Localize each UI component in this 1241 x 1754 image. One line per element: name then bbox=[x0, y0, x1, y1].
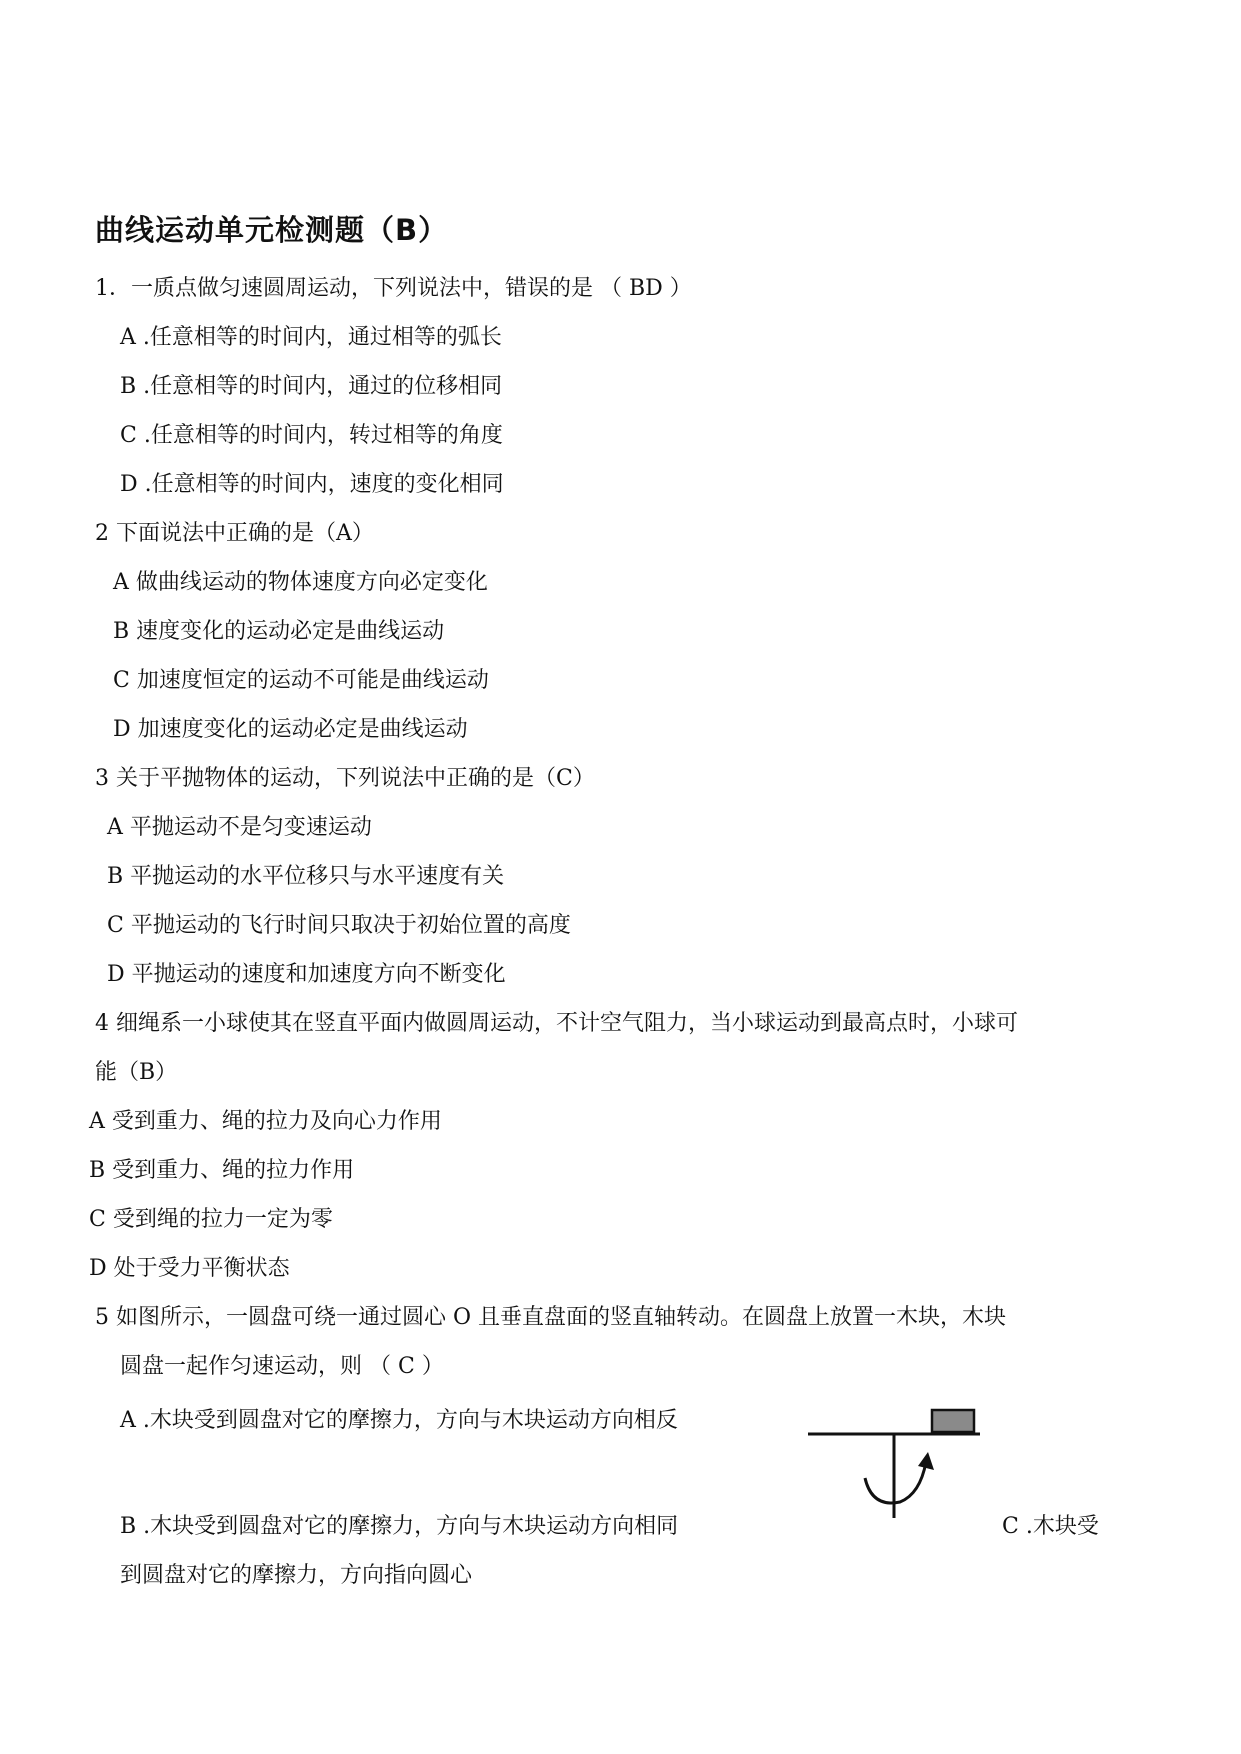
question-2-stem: 2 下面说法中正确的是（A） bbox=[95, 521, 374, 546]
question-5-option-c-part1: C .木块受 bbox=[1002, 1514, 1099, 1539]
question-3-option-d: D 平抛运动的速度和加速度方向不断变化 bbox=[107, 962, 506, 987]
question-5-option-a: A .木块受到圆盘对它的摩擦力，方向与木块运动方向相反 bbox=[120, 1408, 678, 1433]
question-5-option-b: B .木块受到圆盘对它的摩擦力，方向与木块运动方向相同 bbox=[120, 1514, 679, 1539]
question-4-option-b: B 受到重力、绳的拉力作用 bbox=[89, 1158, 355, 1183]
page-title: 曲线运动单元检测题（B） bbox=[95, 213, 449, 247]
question-2-option-d: D 加速度变化的运动必定是曲线运动 bbox=[113, 717, 468, 742]
question-4-stem-line1: 4 细绳系一小球使其在竖直平面内做圆周运动，不计空气阻力，当小球运动到最高点时，小球可 bbox=[95, 1011, 1018, 1036]
question-1-option-d: D .任意相等的时间内，速度的变化相同 bbox=[120, 472, 504, 497]
question-4-stem-line2: 能（B） bbox=[95, 1060, 178, 1085]
question-2-option-b: B 速度变化的运动必定是曲线运动 bbox=[113, 619, 445, 644]
question-3-stem: 3 关于平抛物体的运动，下列说法中正确的是（C） bbox=[95, 766, 595, 791]
question-5-stem-line1: 5 如图所示，一圆盘可绕一通过圆心 O 且垂直盘面的竖直轴转动。在圆盘上放置一木块，木块 bbox=[95, 1305, 1007, 1330]
question-1-option-a: A .任意相等的时间内，通过相等的弧长 bbox=[120, 325, 502, 350]
question-3-option-a: A 平抛运动不是匀变速运动 bbox=[107, 815, 372, 840]
rotating-disc-diagram bbox=[800, 1390, 990, 1520]
question-3-option-c: C 平抛运动的飞行时间只取决于初始位置的高度 bbox=[107, 913, 571, 938]
question-4-option-a: A 受到重力、绳的拉力及向心力作用 bbox=[89, 1109, 442, 1134]
wooden-block bbox=[932, 1410, 974, 1432]
question-2-option-a: A 做曲线运动的物体速度方向必定变化 bbox=[113, 570, 488, 595]
question-4-option-c: C 受到绳的拉力一定为零 bbox=[89, 1207, 333, 1232]
question-1-stem: 1．一质点做匀速圆周运动，下列说法中，错误的是 （ BD ） bbox=[95, 276, 692, 301]
question-5-stem-line2: 圆盘一起作匀速运动，则 （ C ） bbox=[120, 1354, 444, 1379]
question-1-option-b: B .任意相等的时间内，通过的位移相同 bbox=[120, 374, 503, 399]
question-5-option-c-part2: 到圆盘对它的摩擦力，方向指向圆心 bbox=[120, 1563, 473, 1588]
question-4-option-d: D 处于受力平衡状态 bbox=[89, 1256, 290, 1281]
question-1-option-c: C .任意相等的时间内，转过相等的角度 bbox=[120, 423, 503, 448]
question-3-option-b: B 平抛运动的水平位移只与水平速度有关 bbox=[107, 864, 505, 889]
question-2-option-c: C 加速度恒定的运动不可能是曲线运动 bbox=[113, 668, 489, 693]
rotation-arrowhead-icon bbox=[918, 1452, 934, 1470]
